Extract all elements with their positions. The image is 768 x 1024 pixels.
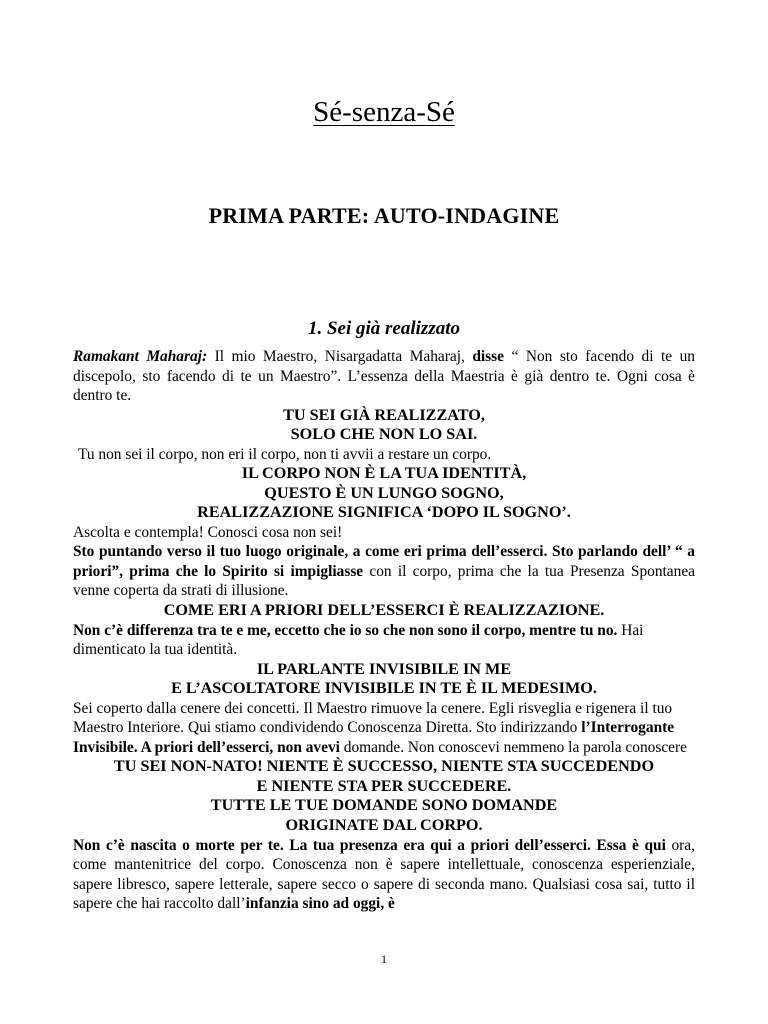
chapter-title: 1. Sei già realizzato: [307, 318, 460, 339]
paragraph-2: Tu non sei il corpo, non eri il corpo, non ti avvii a restare un corpo.: [78, 445, 492, 463]
heading-block-4: IL PARLANTE INVISIBILE IN ME E L’ASCOLTATORE INVISIBILE IN TE È IL MEDESIMO.: [171, 659, 597, 698]
heading-block-2: IL CORPO NON È LA TUA IDENTITÀ, QUESTO È UN LUNGO SOGNO, REALIZZAZIONE SIGNIFICA ‘DOPO IL SOGNO’.: [197, 464, 571, 522]
paragraph-1: Ramakant Maharaj: Il mio Maestro, Nisargadatta Maharaj, disse “ Non sto facendo di te un discepolo, sto facendo di te un Maestro”. L’essenza della Maestria è già dentro te. Ogni cosa è dentro te.: [73, 348, 695, 404]
speaker-name: Ramakant Maharaj:: [73, 348, 208, 365]
heading-block-5: TU SEI NON-NATO! NIENTE È SUCCESSO, NIENTE STA SUCCEDENDO E NIENTE STA PER SUCCEDERE. TUTTE LE TUE DOMANDE SONO DOMANDE ORIGINATE DAL CORPO.: [113, 757, 655, 835]
part-title: PRIMA PARTE: AUTO-INDAGINE: [208, 203, 560, 228]
paragraph-6: Sei coperto dalla cenere dei concetti. Il Maestro rimuove la cenere. Egli risveglia e rigenera il tuo Maestro Interiore. Qui stiamo condividendo Conoscenza Diretta. Sto indirizzando l’Interrogante Invisibile. A priori dell’esserci, non avevi domande. Non conoscevi nemmeno la parola conoscere: [73, 699, 687, 756]
paragraph-3: Ascolta e contempla! Conosci cosa non sei!: [73, 523, 343, 541]
heading-block-3: COME ERI A PRIORI DELL’ESSERCI È REALIZZAZIONE.: [163, 600, 605, 619]
book-title: Sé-senza-Sé: [313, 96, 455, 128]
heading-block-1: TU SEI GIÀ REALIZZATO, SOLO CHE NON LO SAI.: [283, 405, 485, 444]
paragraph-4: Sto puntando verso il tuo luogo originale, a come eri prima dell’esserci. Sto parlando dell’ “ a priori”, prima che lo Spirito si impigliasse con il corpo, prima che la tua Presenza Spontanea venne coperta da strati di illusione.: [73, 543, 695, 600]
paragraph-5: Non c’è differenza tra te e me, eccetto che io so che non sono il corpo, mentre tu no. Hai dimenticato la tua identità.: [73, 621, 644, 659]
body-text: [73, 347, 695, 914]
paragraph-7: Non c’è nascita o morte per te. La tua presenza era qui a priori dell’esserci. Essa è qui ora, come mantenitrice del corpo. Conoscenza non è sapere intellettuale, conoscenza esperienziale, sapere libresco, sapere letterale, sapere secco o sapere di seconda mano. Qualsiasi cosa sai, tutto il sapere che hai raccolto dall’infanzia sino ad oggi, è: [73, 836, 695, 913]
page-number: 1: [381, 952, 387, 966]
